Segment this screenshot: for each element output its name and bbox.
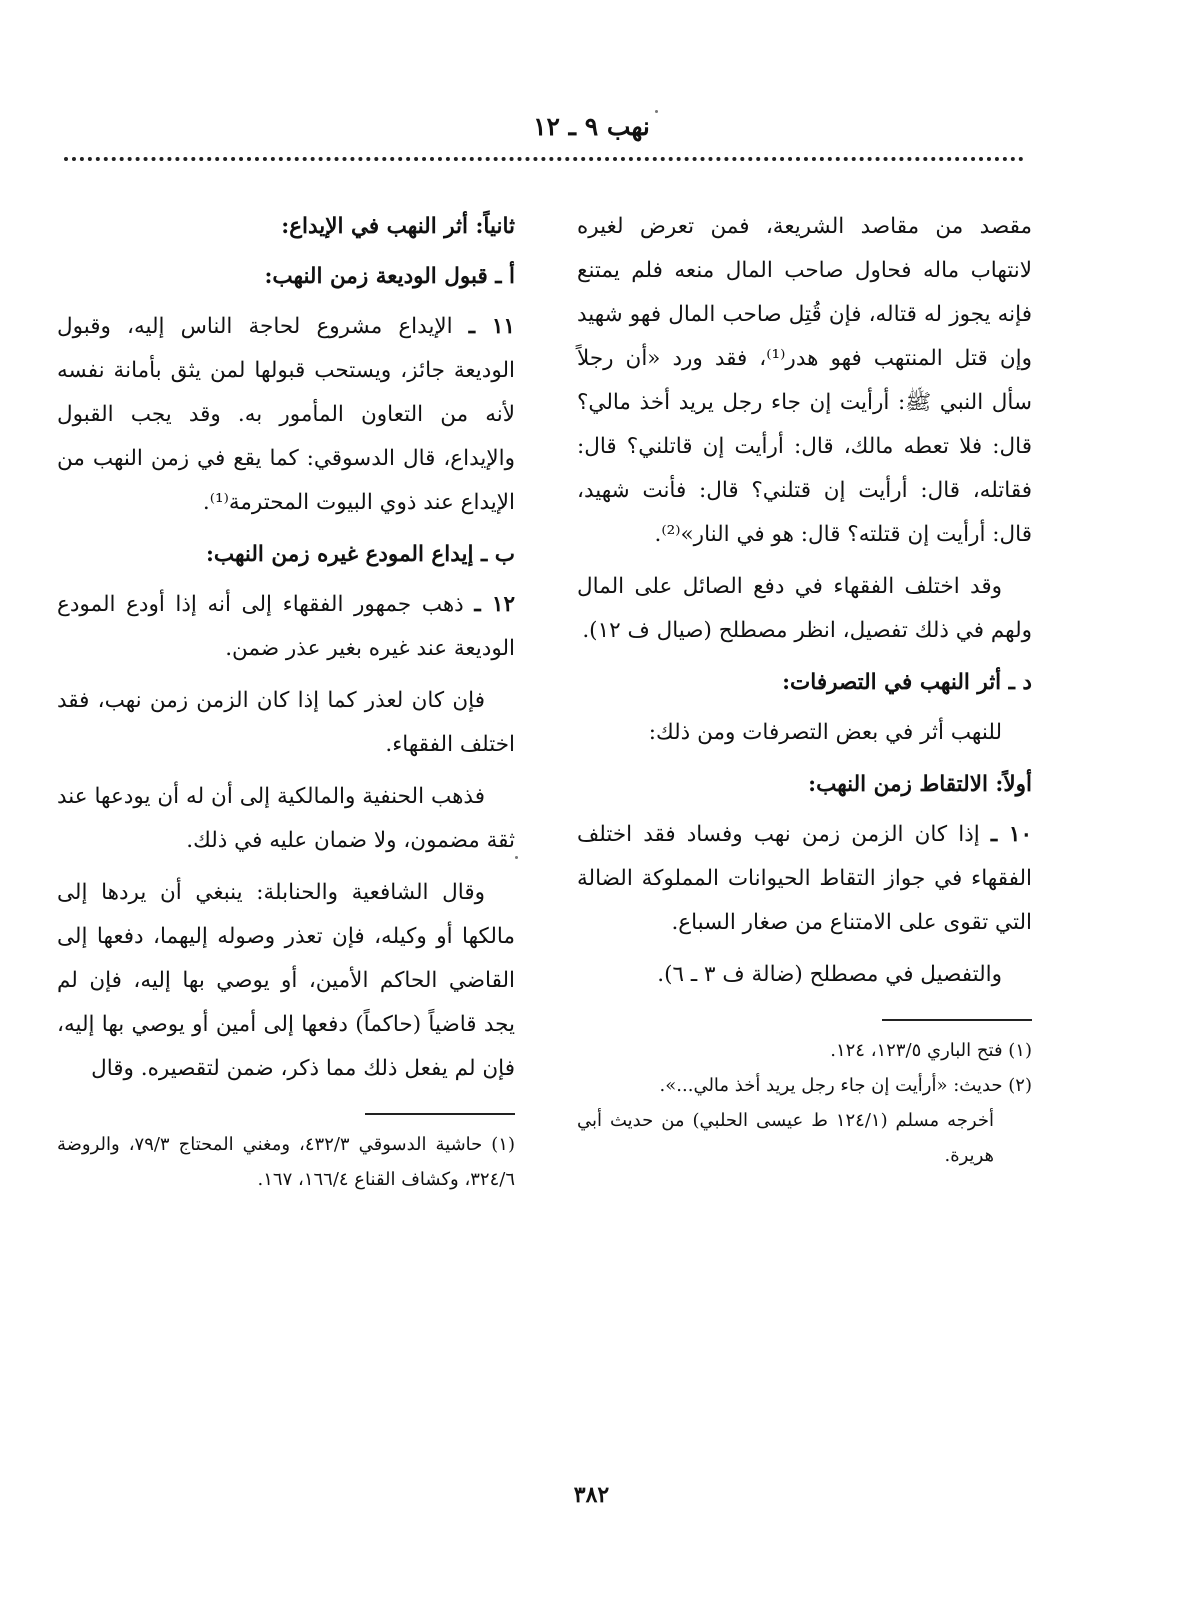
paragraph-sail: وقد اختلف الفقهاء في دفع الصائل على المال ولهم في ذلك تفصيل، انظر مصطلح (صيال ف ١٢). [577,574,1032,643]
paragraph-number: ١٠ ـ [990,822,1032,847]
footnote-2-continuation: أخرجه مسلم (١٢٤/١ ط عيسى الحلبي) من حديث أبي هريرة. [577,1110,994,1166]
paragraph-hadith: مقصد من مقاصد الشريعة، فمن تعرض لغيره لانتهاب ماله فحاول صاحب المال منعه فلم يمتنع فإنه يجوز له قتاله، فإن قُتِل صاحب المال فهو شهيد وإن قتل المنتهب فهو هدر⁽¹⁾، فقد ورد «أن رجلاً سأل النبي ﷺ: أرأيت إن جاء رجل يريد أخذ مالي؟ قال: فلا تعطه مالك، قال: أرأيت إن قاتلني؟ قال: فقاتله، قال: أرأيت إن قتلني؟ قال: فأنت شهيد، قال: أرأيت إن قتلته؟ قال: هو في النار»⁽²⁾. [577,214,1032,547]
paragraph-11 [57,305,515,525]
footnotes-right [577,1033,1032,1173]
paragraph-10 [577,813,1032,945]
paragraph-hanafi-maliki: فذهب الحنفية والمالكية إلى أن له أن يودعها عند ثقة مضمون، ولا ضمان عليه في ذلك. [57,784,515,853]
paragraph-12-text: ذهب جمهور الفقهاء إلى أنه إذا أودع المودع الوديعة عند غيره بغير عذر ضمن. [57,592,515,661]
footnote-1: (١) فتح الباري ١٢٣/٥، ١٢٤. [830,1040,1032,1061]
paragraph-details: والتفصيل في مصطلح (ضالة ف ٣ ـ ٦). [657,962,1002,987]
paragraph-11-text: الإيداع مشروع لحاجة الناس إليه، وقبول الوديعة جائز، ويستحب قبولها لمن يثق بأمانة نفسه لأنه من التعاون المأمور به. وقد يجب القبول والإيداع، قال الدسوقي: كما يقع في زمن النهب من الإيداع عند ذوي البيوت المحترمة⁽¹⁾. [57,314,515,515]
heading-accepting-deposit: أ ـ قبول الوديعة زمن النهب: [264,264,515,289]
paragraph-excuse: فإن كان لعذر كما إذا كان الزمن زمن نهب، فقد اختلف الفقهاء. [57,688,515,757]
paragraph-number: ١١ ـ [468,314,515,339]
footnote-rule [882,1019,1032,1021]
scan-speck [515,856,518,859]
heading-picking-up: أولاً: الالتقاط زمن النهب: [808,772,1032,797]
footnote-1: (١) حاشية الدسوقي ٤٣٢/٣، ومغني المحتاج ٧٩/٣، والروضة ٣٢٤/٦، وكشاف القناع ١٦٦/٤، ١٦٧. [57,1134,515,1190]
left-column [57,205,515,1197]
paragraph-shafii-hanbali: وقال الشافعية والحنابلة: ينبغي أن يردها إلى مالكها أو وكيله، فإن تعذر وصوله إليهما، دفعها إلى القاضي الحاكم الأمين، أو يوصي بها إليه، فإن لم يجد قاضياً (حاكماً) دفعها إلى أمين أو يوصي بها إليه، فإن لم يفعل ذلك مما ذكر، ضمن لتقصيره. وقال [57,880,515,1081]
paragraph-number: ١٢ ـ [474,592,515,617]
header-dotted-rule [64,157,1024,161]
heading-effect-on-transactions: د ـ أثر النهب في التصرفات: [782,670,1032,695]
footnote-2: (٢) حديث: «أرأيت إن جاء رجل يريد أخذ مالي...». [659,1075,1032,1096]
scan-speck [655,110,658,113]
footnote-rule [365,1113,515,1115]
paragraph-10-text: إذا كان الزمن زمن نهب وفساد فقد اختلف الفقهاء في جواز التقاط الحيوانات المملوكة الضالة التي تقوى على الامتناع من صغار السباع. [577,822,1032,935]
footnotes-left [57,1127,515,1197]
paragraph-intro-transactions: للنهب أثر في بعض التصرفات ومن ذلك: [648,720,1002,745]
paragraph-12 [57,583,515,671]
running-header: نهب ٩ ـ ١٢ [533,112,650,141]
heading-effect-on-deposit: ثانياً: أثر النهب في الإيداع: [281,214,515,239]
page-number: ٣٨٢ [573,1482,610,1508]
heading-redeposit: ب ـ إيداع المودع غيره زمن النهب: [205,542,515,567]
right-column [577,205,1032,1173]
